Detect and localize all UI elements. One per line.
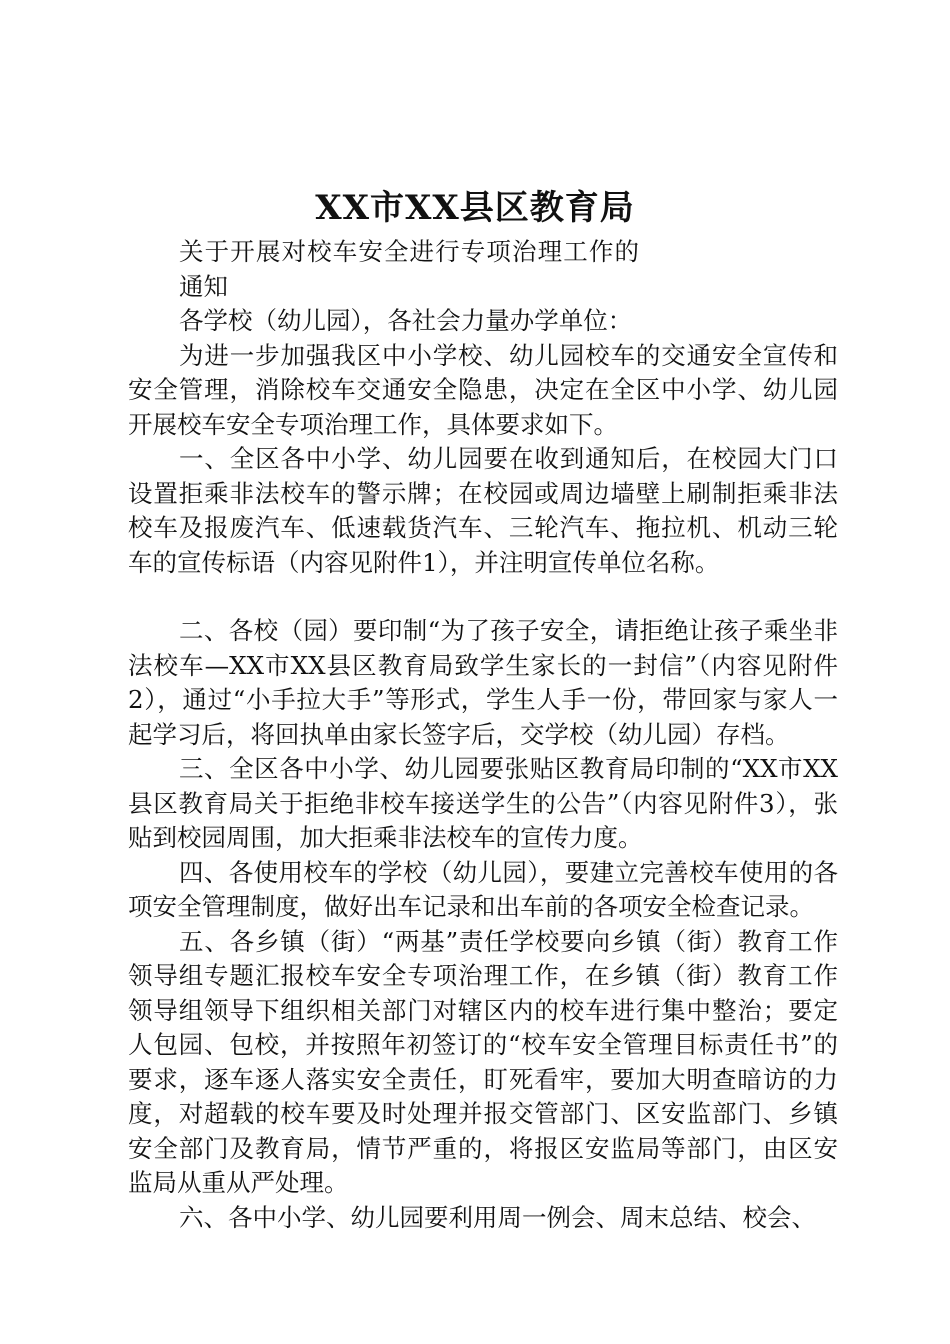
paragraph-item-6: 六、各中小学、幼儿园要利用周一例会、周末总结、校会、 [179, 1202, 816, 1232]
paragraph-item-2: 二、各校（园）要印制“为了孩子安全，请拒绝让孩子乘坐非法校车—XX市XX县区教育局致学生家长的一封信”（内容见附件2），通过“小手拉大手”等形式，学生人手一份，带回家与家人一起学习后，将回执单由家长签字后，交学校（幼儿园）存档。 [128, 616, 838, 749]
paragraph-item-5: 五、各乡镇（街）“两基”责任学校要向乡镇（街）教育工作领导组专题汇报校车安全专项治理工作，在乡镇（街）教育工作领导组领导下组织相关部门对辖区内的校车进行集中整治；要定人包园、包校，并按照年初签订的“校车安全管理目标责任书”的要求，逐车逐人落实安全责任，盯死看牢，要加大明查暗访的力度，对超载的校车要及时处理并报交管部门、区安监部门、乡镇安全部门及教育局，情节严重的，将报区安监局等部门，由区安监局从重从严处理。 [128, 926, 838, 1197]
document-title: XX市XX县区教育局 [315, 188, 635, 228]
paragraph-item-1: 一、全区各中小学、幼儿园要在收到通知后，在校园大门口设置拒乘非法校车的警示牌；在校园或周边墙壁上刷制拒乘非法校车及报废汽车、低速载货汽车、三轮汽车、拖拉机、机动三轮车的宣传标语（内容见附件1），并注明宣传单位名称。 [128, 444, 838, 577]
paragraph-intro: 为进一步加强我区中小学校、幼儿园校车的交通安全宣传和安全管理，消除校车交通安全隐患，决定在全区中小学、幼儿园开展校车安全专项治理工作，具体要求如下。 [128, 340, 838, 439]
paragraph-item-3: 三、全区各中小学、幼儿园要张贴区教育局印制的“XX市XX县区教育局关于拒绝非校车接送学生的公告”（内容见附件3），张贴到校园周围，加大拒乘非法校车的宣传力度。 [128, 754, 838, 852]
salutation: 各学校（幼儿园），各社会力量办学单位： [179, 306, 633, 335]
notice-subject: 关于开展对校车安全进行专项治理工作的通知 [179, 237, 639, 301]
paragraph-item-4: 四、各使用校车的学校（幼儿园），要建立完善校车使用的各项安全管理制度，做好出车记录和出车前的各项安全检查记录。 [128, 857, 838, 921]
document-body [128, 235, 838, 1235]
